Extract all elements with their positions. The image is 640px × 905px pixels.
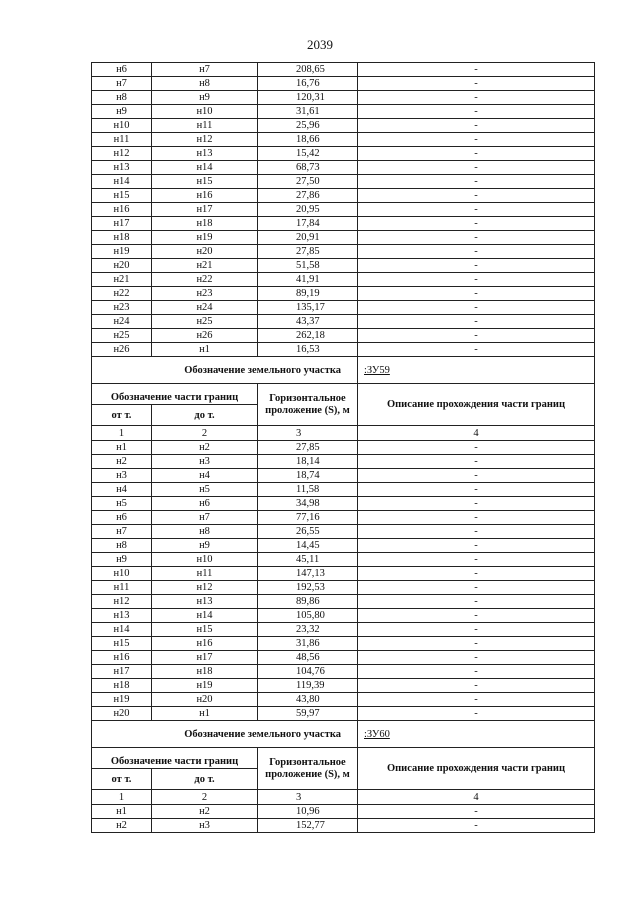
length-value: 23,32 — [258, 623, 358, 637]
description-value: - — [358, 133, 595, 147]
table-row — [92, 259, 595, 273]
description-value: - — [358, 329, 595, 343]
from-point: н22 — [92, 287, 152, 301]
description-value: - — [358, 805, 595, 819]
table-row — [92, 651, 595, 665]
from-point: н9 — [92, 105, 152, 119]
table-row — [92, 483, 595, 497]
description-value: - — [358, 819, 595, 833]
from-point: н14 — [92, 623, 152, 637]
column-header-row — [92, 384, 595, 405]
to-point: н24 — [152, 301, 258, 315]
length-value: 14,45 — [258, 539, 358, 553]
description-value: - — [358, 105, 595, 119]
from-point: н21 — [92, 273, 152, 287]
description-value: - — [358, 567, 595, 581]
description-value: - — [358, 483, 595, 497]
length-value: 31,61 — [258, 105, 358, 119]
table-row — [92, 511, 595, 525]
length-value: 77,16 — [258, 511, 358, 525]
to-point: н20 — [152, 693, 258, 707]
description-value: - — [358, 441, 595, 455]
table-row — [92, 161, 595, 175]
to-point: н11 — [152, 119, 258, 133]
column-number-row — [92, 790, 595, 805]
length-value: 43,80 — [258, 693, 358, 707]
table-row — [92, 525, 595, 539]
to-point: н3 — [152, 455, 258, 469]
description-value: - — [358, 189, 595, 203]
table-row — [92, 665, 595, 679]
description-value: - — [358, 147, 595, 161]
column-number: 3 — [258, 426, 358, 441]
length-value: 20,95 — [258, 203, 358, 217]
from-point: н14 — [92, 175, 152, 189]
table-row — [92, 469, 595, 483]
description-value: - — [358, 707, 595, 721]
description-value: - — [358, 553, 595, 567]
to-point: н17 — [152, 651, 258, 665]
description-value: - — [358, 301, 595, 315]
length-value: 17,84 — [258, 217, 358, 231]
from-point: н2 — [92, 819, 152, 833]
to-point: н7 — [152, 63, 258, 77]
from-point: н19 — [92, 693, 152, 707]
length-value: 89,19 — [258, 287, 358, 301]
table-row — [92, 189, 595, 203]
page-number: 2039 — [307, 37, 333, 52]
to-point: н2 — [152, 441, 258, 455]
table-row — [92, 609, 595, 623]
description-value: - — [358, 665, 595, 679]
parcel-header-row — [92, 357, 595, 384]
table-row — [92, 301, 595, 315]
from-point: н10 — [92, 119, 152, 133]
to-point: н22 — [152, 273, 258, 287]
length-value: 48,56 — [258, 651, 358, 665]
to-point: н9 — [152, 91, 258, 105]
from-point: н12 — [92, 147, 152, 161]
length-value: 192,53 — [258, 581, 358, 595]
to-point: н3 — [152, 819, 258, 833]
table-row — [92, 455, 595, 469]
from-point: н2 — [92, 455, 152, 469]
from-point: н4 — [92, 483, 152, 497]
description-value: - — [358, 693, 595, 707]
table-row — [92, 63, 595, 77]
table-row — [92, 441, 595, 455]
length-value: 15,42 — [258, 147, 358, 161]
length-value: 16,53 — [258, 343, 358, 357]
table-row — [92, 343, 595, 357]
length-value: 27,85 — [258, 441, 358, 455]
length-value: 51,58 — [258, 259, 358, 273]
to-point: н19 — [152, 679, 258, 693]
description-value: - — [358, 651, 595, 665]
to-point: н6 — [152, 497, 258, 511]
description-value: - — [358, 609, 595, 623]
description-value: - — [358, 91, 595, 105]
boundary-table — [91, 62, 595, 833]
length-value: 27,50 — [258, 175, 358, 189]
from-point: н16 — [92, 651, 152, 665]
description-value: - — [358, 497, 595, 511]
description-value: - — [358, 637, 595, 651]
length-value: 27,86 — [258, 189, 358, 203]
from-point: н1 — [92, 805, 152, 819]
table-row — [92, 623, 595, 637]
length-value: 43,37 — [258, 315, 358, 329]
to-point: н11 — [152, 567, 258, 581]
from-point: н24 — [92, 315, 152, 329]
from-point: н23 — [92, 301, 152, 315]
description-value: - — [358, 63, 595, 77]
from-point: н15 — [92, 637, 152, 651]
table-row — [92, 329, 595, 343]
to-point: н26 — [152, 329, 258, 343]
length-value: 41,91 — [258, 273, 358, 287]
table-row — [92, 273, 595, 287]
table-row — [92, 315, 595, 329]
description-value: - — [358, 119, 595, 133]
to-header: до т. — [152, 405, 258, 426]
length-value: 18,66 — [258, 133, 358, 147]
column-number: 4 — [358, 426, 595, 441]
to-point: н2 — [152, 805, 258, 819]
parcel-id: :ЗУ59 — [358, 357, 595, 384]
table-row — [92, 175, 595, 189]
description-value: - — [358, 343, 595, 357]
from-point: н26 — [92, 343, 152, 357]
table-row — [92, 567, 595, 581]
table-row — [92, 147, 595, 161]
description-value: - — [358, 175, 595, 189]
parcel-label: Обозначение земельного участка — [92, 721, 358, 748]
length-value: 105,80 — [258, 609, 358, 623]
from-point: н17 — [92, 217, 152, 231]
part-group-header: Обозначение части границ — [92, 748, 258, 769]
from-point: н11 — [92, 581, 152, 595]
from-point: н13 — [92, 161, 152, 175]
from-point: н16 — [92, 203, 152, 217]
length-value: 31,86 — [258, 637, 358, 651]
description-value: - — [358, 455, 595, 469]
from-point: н19 — [92, 245, 152, 259]
description-value: - — [358, 539, 595, 553]
length-value: 26,55 — [258, 525, 358, 539]
description-value: - — [358, 315, 595, 329]
table-row — [92, 581, 595, 595]
table-row — [92, 553, 595, 567]
length-value: 34,98 — [258, 497, 358, 511]
from-point: н5 — [92, 497, 152, 511]
length-value: 120,31 — [258, 91, 358, 105]
parcel-id: :ЗУ60 — [358, 721, 595, 748]
from-point: н18 — [92, 231, 152, 245]
table-row — [92, 287, 595, 301]
table-row — [92, 693, 595, 707]
boundary-table-body — [92, 63, 595, 833]
length-value: 135,17 — [258, 301, 358, 315]
from-point: н20 — [92, 259, 152, 273]
length-value: 27,85 — [258, 245, 358, 259]
to-point: н13 — [152, 147, 258, 161]
description-value: - — [358, 679, 595, 693]
column-number: 3 — [258, 790, 358, 805]
description-header: Описание прохождения части границ — [358, 384, 595, 426]
description-value: - — [358, 217, 595, 231]
length-value: 59,97 — [258, 707, 358, 721]
table-row — [92, 203, 595, 217]
description-value: - — [358, 287, 595, 301]
to-point: н18 — [152, 217, 258, 231]
length-header: Горизонтальное проложение (S), м — [258, 384, 358, 426]
length-value: 18,14 — [258, 455, 358, 469]
description-value: - — [358, 469, 595, 483]
from-point: н25 — [92, 329, 152, 343]
table-row — [92, 679, 595, 693]
length-value: 11,58 — [258, 483, 358, 497]
description-value: - — [358, 595, 595, 609]
to-point: н15 — [152, 623, 258, 637]
table-row — [92, 231, 595, 245]
description-value: - — [358, 623, 595, 637]
from-point: н9 — [92, 553, 152, 567]
to-point: н4 — [152, 469, 258, 483]
length-value: 68,73 — [258, 161, 358, 175]
table-row — [92, 77, 595, 91]
parcel-header-row — [92, 721, 595, 748]
to-point: н23 — [152, 287, 258, 301]
table-row — [92, 805, 595, 819]
description-value: - — [358, 245, 595, 259]
from-point: н13 — [92, 609, 152, 623]
table-row — [92, 91, 595, 105]
column-number: 2 — [152, 426, 258, 441]
description-value: - — [358, 231, 595, 245]
to-point: н20 — [152, 245, 258, 259]
length-value: 18,74 — [258, 469, 358, 483]
length-value: 104,76 — [258, 665, 358, 679]
from-point: н17 — [92, 665, 152, 679]
from-point: н6 — [92, 63, 152, 77]
from-point: н8 — [92, 539, 152, 553]
length-value: 89,86 — [258, 595, 358, 609]
to-point: н8 — [152, 525, 258, 539]
description-value: - — [358, 511, 595, 525]
to-point: н15 — [152, 175, 258, 189]
to-point: н14 — [152, 609, 258, 623]
length-value: 10,96 — [258, 805, 358, 819]
from-point: н18 — [92, 679, 152, 693]
length-value: 119,39 — [258, 679, 358, 693]
table-row — [92, 539, 595, 553]
from-point: н10 — [92, 567, 152, 581]
length-value: 16,76 — [258, 77, 358, 91]
to-point: н8 — [152, 77, 258, 91]
to-point: н19 — [152, 231, 258, 245]
from-point: н7 — [92, 77, 152, 91]
to-point: н1 — [152, 707, 258, 721]
from-point: н11 — [92, 133, 152, 147]
description-value: - — [358, 581, 595, 595]
to-header: до т. — [152, 769, 258, 790]
description-value: - — [358, 259, 595, 273]
from-point: н8 — [92, 91, 152, 105]
from-point: н15 — [92, 189, 152, 203]
from-point: н6 — [92, 511, 152, 525]
from-point: н7 — [92, 525, 152, 539]
column-number-row — [92, 426, 595, 441]
length-value: 20,91 — [258, 231, 358, 245]
to-point: н13 — [152, 595, 258, 609]
to-point: н10 — [152, 553, 258, 567]
parcel-label: Обозначение земельного участка — [92, 357, 358, 384]
description-header: Описание прохождения части границ — [358, 748, 595, 790]
table-row — [92, 119, 595, 133]
column-number: 2 — [152, 790, 258, 805]
table-row — [92, 595, 595, 609]
description-value: - — [358, 273, 595, 287]
to-point: н9 — [152, 539, 258, 553]
table-row — [92, 819, 595, 833]
to-point: н16 — [152, 189, 258, 203]
length-value: 25,96 — [258, 119, 358, 133]
table-row — [92, 497, 595, 511]
from-point: н12 — [92, 595, 152, 609]
from-header: от т. — [92, 769, 152, 790]
to-point: н25 — [152, 315, 258, 329]
to-point: н10 — [152, 105, 258, 119]
length-value: 147,13 — [258, 567, 358, 581]
from-point: н20 — [92, 707, 152, 721]
description-value: - — [358, 525, 595, 539]
column-header-row — [92, 748, 595, 769]
to-point: н21 — [152, 259, 258, 273]
description-value: - — [358, 203, 595, 217]
length-header: Горизонтальное проложение (S), м — [258, 748, 358, 790]
table-row — [92, 217, 595, 231]
from-header: от т. — [92, 405, 152, 426]
from-point: н3 — [92, 469, 152, 483]
to-point: н16 — [152, 637, 258, 651]
to-point: н18 — [152, 665, 258, 679]
column-number: 1 — [92, 790, 152, 805]
column-number: 4 — [358, 790, 595, 805]
to-point: н14 — [152, 161, 258, 175]
to-point: н5 — [152, 483, 258, 497]
length-value: 45,11 — [258, 553, 358, 567]
description-value: - — [358, 77, 595, 91]
description-value: - — [358, 161, 595, 175]
column-number: 1 — [92, 426, 152, 441]
to-point: н7 — [152, 511, 258, 525]
from-point: н1 — [92, 441, 152, 455]
table-row — [92, 133, 595, 147]
to-point: н12 — [152, 581, 258, 595]
length-value: 208,65 — [258, 63, 358, 77]
part-group-header: Обозначение части границ — [92, 384, 258, 405]
to-point: н12 — [152, 133, 258, 147]
table-row — [92, 245, 595, 259]
table-row — [92, 707, 595, 721]
length-value: 152,77 — [258, 819, 358, 833]
to-point: н17 — [152, 203, 258, 217]
table-row — [92, 105, 595, 119]
length-value: 262,18 — [258, 329, 358, 343]
to-point: н1 — [152, 343, 258, 357]
table-row — [92, 637, 595, 651]
